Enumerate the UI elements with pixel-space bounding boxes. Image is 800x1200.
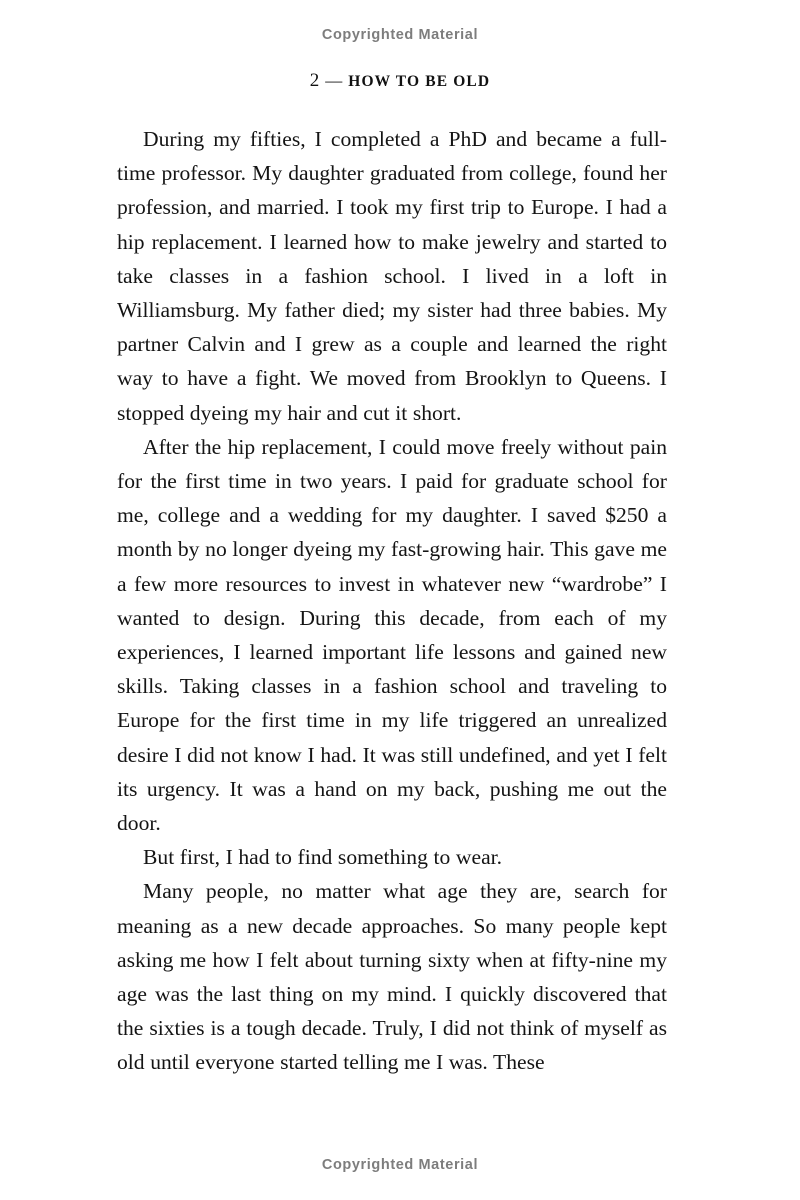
copyright-watermark-top: Copyrighted Material bbox=[321, 27, 479, 43]
running-head-separator: — bbox=[325, 71, 343, 90]
body-text-block bbox=[117, 122, 667, 1080]
paragraph-3: But first, I had to find something to wear. bbox=[143, 845, 503, 870]
paragraph-1: During my fifties, I completed a PhD and became a full-time professor. My daughter graduated from college, found her profession, and married. I took my first trip to Europe. I had a hip replacement. I learned how to make jewelry and started to take classes in a fashion school. I lived in a loft in Williamsburg. My father died; my sister had three babies. My partner Calvin and I grew as a couple and learned the right way to have a fight. We moved from Brooklyn to Queens. I stopped dyeing my hair and cut it short. bbox=[117, 127, 667, 425]
paragraph-2: After the hip replacement, I could move freely without pain for the first time in two years. I paid for graduate school for me, college and a wedding for my daughter. I saved $250 a month by no longer dyeing my fast-growing hair. This gave me a few more resources to invest in whatever new “wardrobe” I wanted to design. During this decade, from each of my experiences, I learned important life lessons and gained new skills. Taking classes in a fashion school and traveling to Europe for the first time in my life triggered an unrealized desire I did not know I had. It was still undefined, and yet I felt its urgency. It was a hand on my back, pushing me out the door. bbox=[117, 434, 667, 836]
paragraph-4: Many people, no matter what age they are, search for meaning as a new decade approaches. So many people kept asking me how I felt about turning sixty when at fifty-nine my age was the last thing on my mind. I quickly discovered that the sixties is a tough decade. Truly, I did not think of myself as old until everyone started telling me I was. These bbox=[117, 879, 667, 1075]
chapter-title: HOW TO BE OLD bbox=[348, 73, 491, 90]
copyright-watermark-bottom: Copyrighted Material bbox=[321, 1157, 479, 1173]
running-head bbox=[0, 70, 800, 92]
page-number: 2 bbox=[309, 70, 320, 91]
